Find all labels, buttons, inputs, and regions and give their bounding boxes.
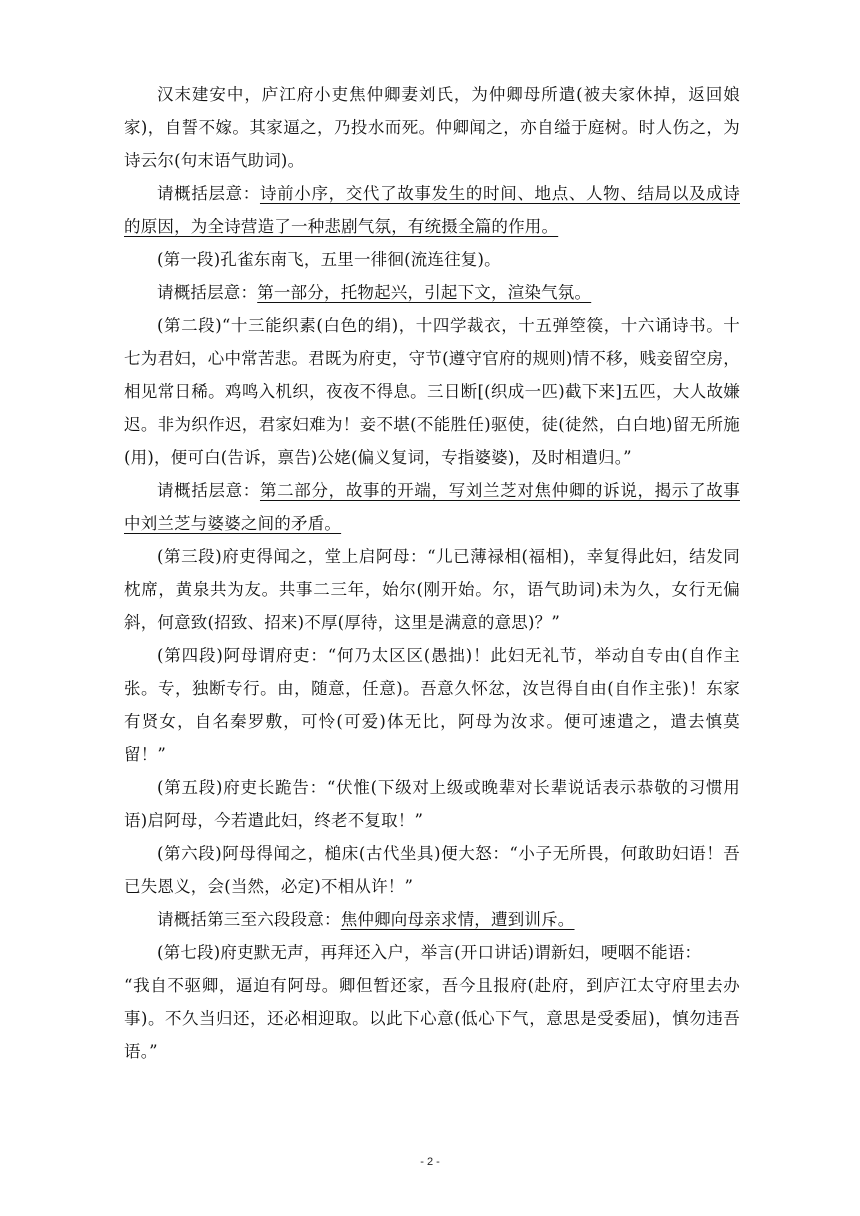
section-7-quote	[124, 969, 740, 1068]
summary-sections-3-6	[124, 903, 740, 936]
section-2-text: (第二段)“十三能织素(白色的绢)，十四学裁衣，十五弹箜篌，十六诵诗书。十七为君妇，心中常苦悲。君既为府吏，守节(遵守官府的规则)情不移，贱妾留空房，相见常日稀。鸡鸣入机织，夜夜不得息。三日断[(织成一匹)截下来]五匹，大人故嫌迟。非为织作迟，君家妇难为！妾不堪(不能胜任)驱使，徒(徒然，白白地)留无所施(用)，便可白(告诉，禀告)公姥(偏义复词，专指婆婆)，及时相遣归。”	[124, 316, 740, 467]
summary-prompt: 请概括层意：	[157, 184, 260, 203]
page-number: - 2 -	[420, 1156, 440, 1168]
section-4-text: (第四段)阿母谓府吏：“何乃太区区(愚拙)！此妇无礼节，举动自专由(自作主张。专，独断专行。由，随意，任意)。吾意久怀忿，汝岂得自由(自作主张)！东家有贤女，自名秦罗敷，可怜(可爱)体无比，阿母为汝求。便可速遣之，遣去慎莫留！”	[124, 646, 740, 764]
section-6-paragraph	[124, 837, 740, 903]
summary-answer: 诗前小序，交代了故事发生的时间、地点、人物、结局以及成诗的原因，为全诗营造了一种悲剧气氛，有统摄全篇的作用。	[124, 184, 740, 236]
summary-part-2	[124, 474, 740, 540]
summary-prompt: 请概括第三至六段段意：	[157, 910, 341, 929]
section-2-paragraph	[124, 309, 740, 474]
summary-prompt: 请概括层意：	[157, 283, 258, 302]
summary-part-1	[124, 276, 740, 309]
summary-answer: 第一部分，托物起兴，引起下文，渲染气氛。	[257, 283, 592, 302]
section-7-text: (第七段)府吏默无声，再拜还入户，举言(开口讲话)谓新妇，哽咽不能语：	[157, 943, 702, 962]
preface-paragraph	[124, 78, 740, 177]
summary-answer: 焦仲卿向母亲求情，遭到训斥。	[340, 910, 575, 929]
preface-text: 汉末建安中，庐江府小吏焦仲卿妻刘氏，为仲卿母所遣(被夫家休掉，返回娘家)，自誓不嫁。其家逼之，乃投水而死。仲卿闻之，亦自缢于庭树。时人伤之，为诗云尔(句末语气助词)。	[124, 85, 740, 170]
section-1-text: (第一段)孔雀东南飞，五里一徘徊(流连往复)。	[157, 250, 501, 269]
summary-prompt: 请概括层意：	[157, 481, 260, 500]
section-4-paragraph	[124, 639, 740, 771]
section-5-text: (第五段)府吏长跪告：“伏惟(下级对上级或晚辈对长辈说话表示恭敬的习惯用语)启阿母，今若遣此妇，终老不复取！”	[124, 778, 740, 830]
section-5-paragraph	[124, 771, 740, 837]
page-content	[124, 78, 740, 1068]
section-1-paragraph	[124, 243, 740, 276]
section-6-text: (第六段)阿母得闻之，槌床(古代坐具)便大怒：“小子无所畏，何敢助妇语！吾已失恩义，会(当然，必定)不相从许！”	[124, 844, 740, 896]
section-3-paragraph	[124, 540, 740, 639]
section-7-quote-text: “我自不驱卿，逼迫有阿母。卿但暂还家，吾今且报府(赴府，到庐江太守府里去办事)。不久当归还，还必相迎取。以此下心意(低心下气，意思是受委屈)，慎勿违吾语。”	[124, 976, 740, 1061]
summary-answer: 第二部分，故事的开端，写刘兰芝对焦仲卿的诉说，揭示了故事中刘兰芝与婆婆之间的矛盾。	[124, 481, 740, 533]
summary-preface	[124, 177, 740, 243]
section-7-paragraph	[124, 936, 740, 969]
section-3-text: (第三段)府吏得闻之，堂上启阿母：“儿已薄禄相(福相)，幸复得此妇，结发同枕席，黄泉共为友。共事二三年，始尔(刚开始。尔，语气助词)未为久，女行无偏斜，何意致(招致、招来)不厚(厚待，这里是满意的意思)？”	[124, 547, 740, 632]
